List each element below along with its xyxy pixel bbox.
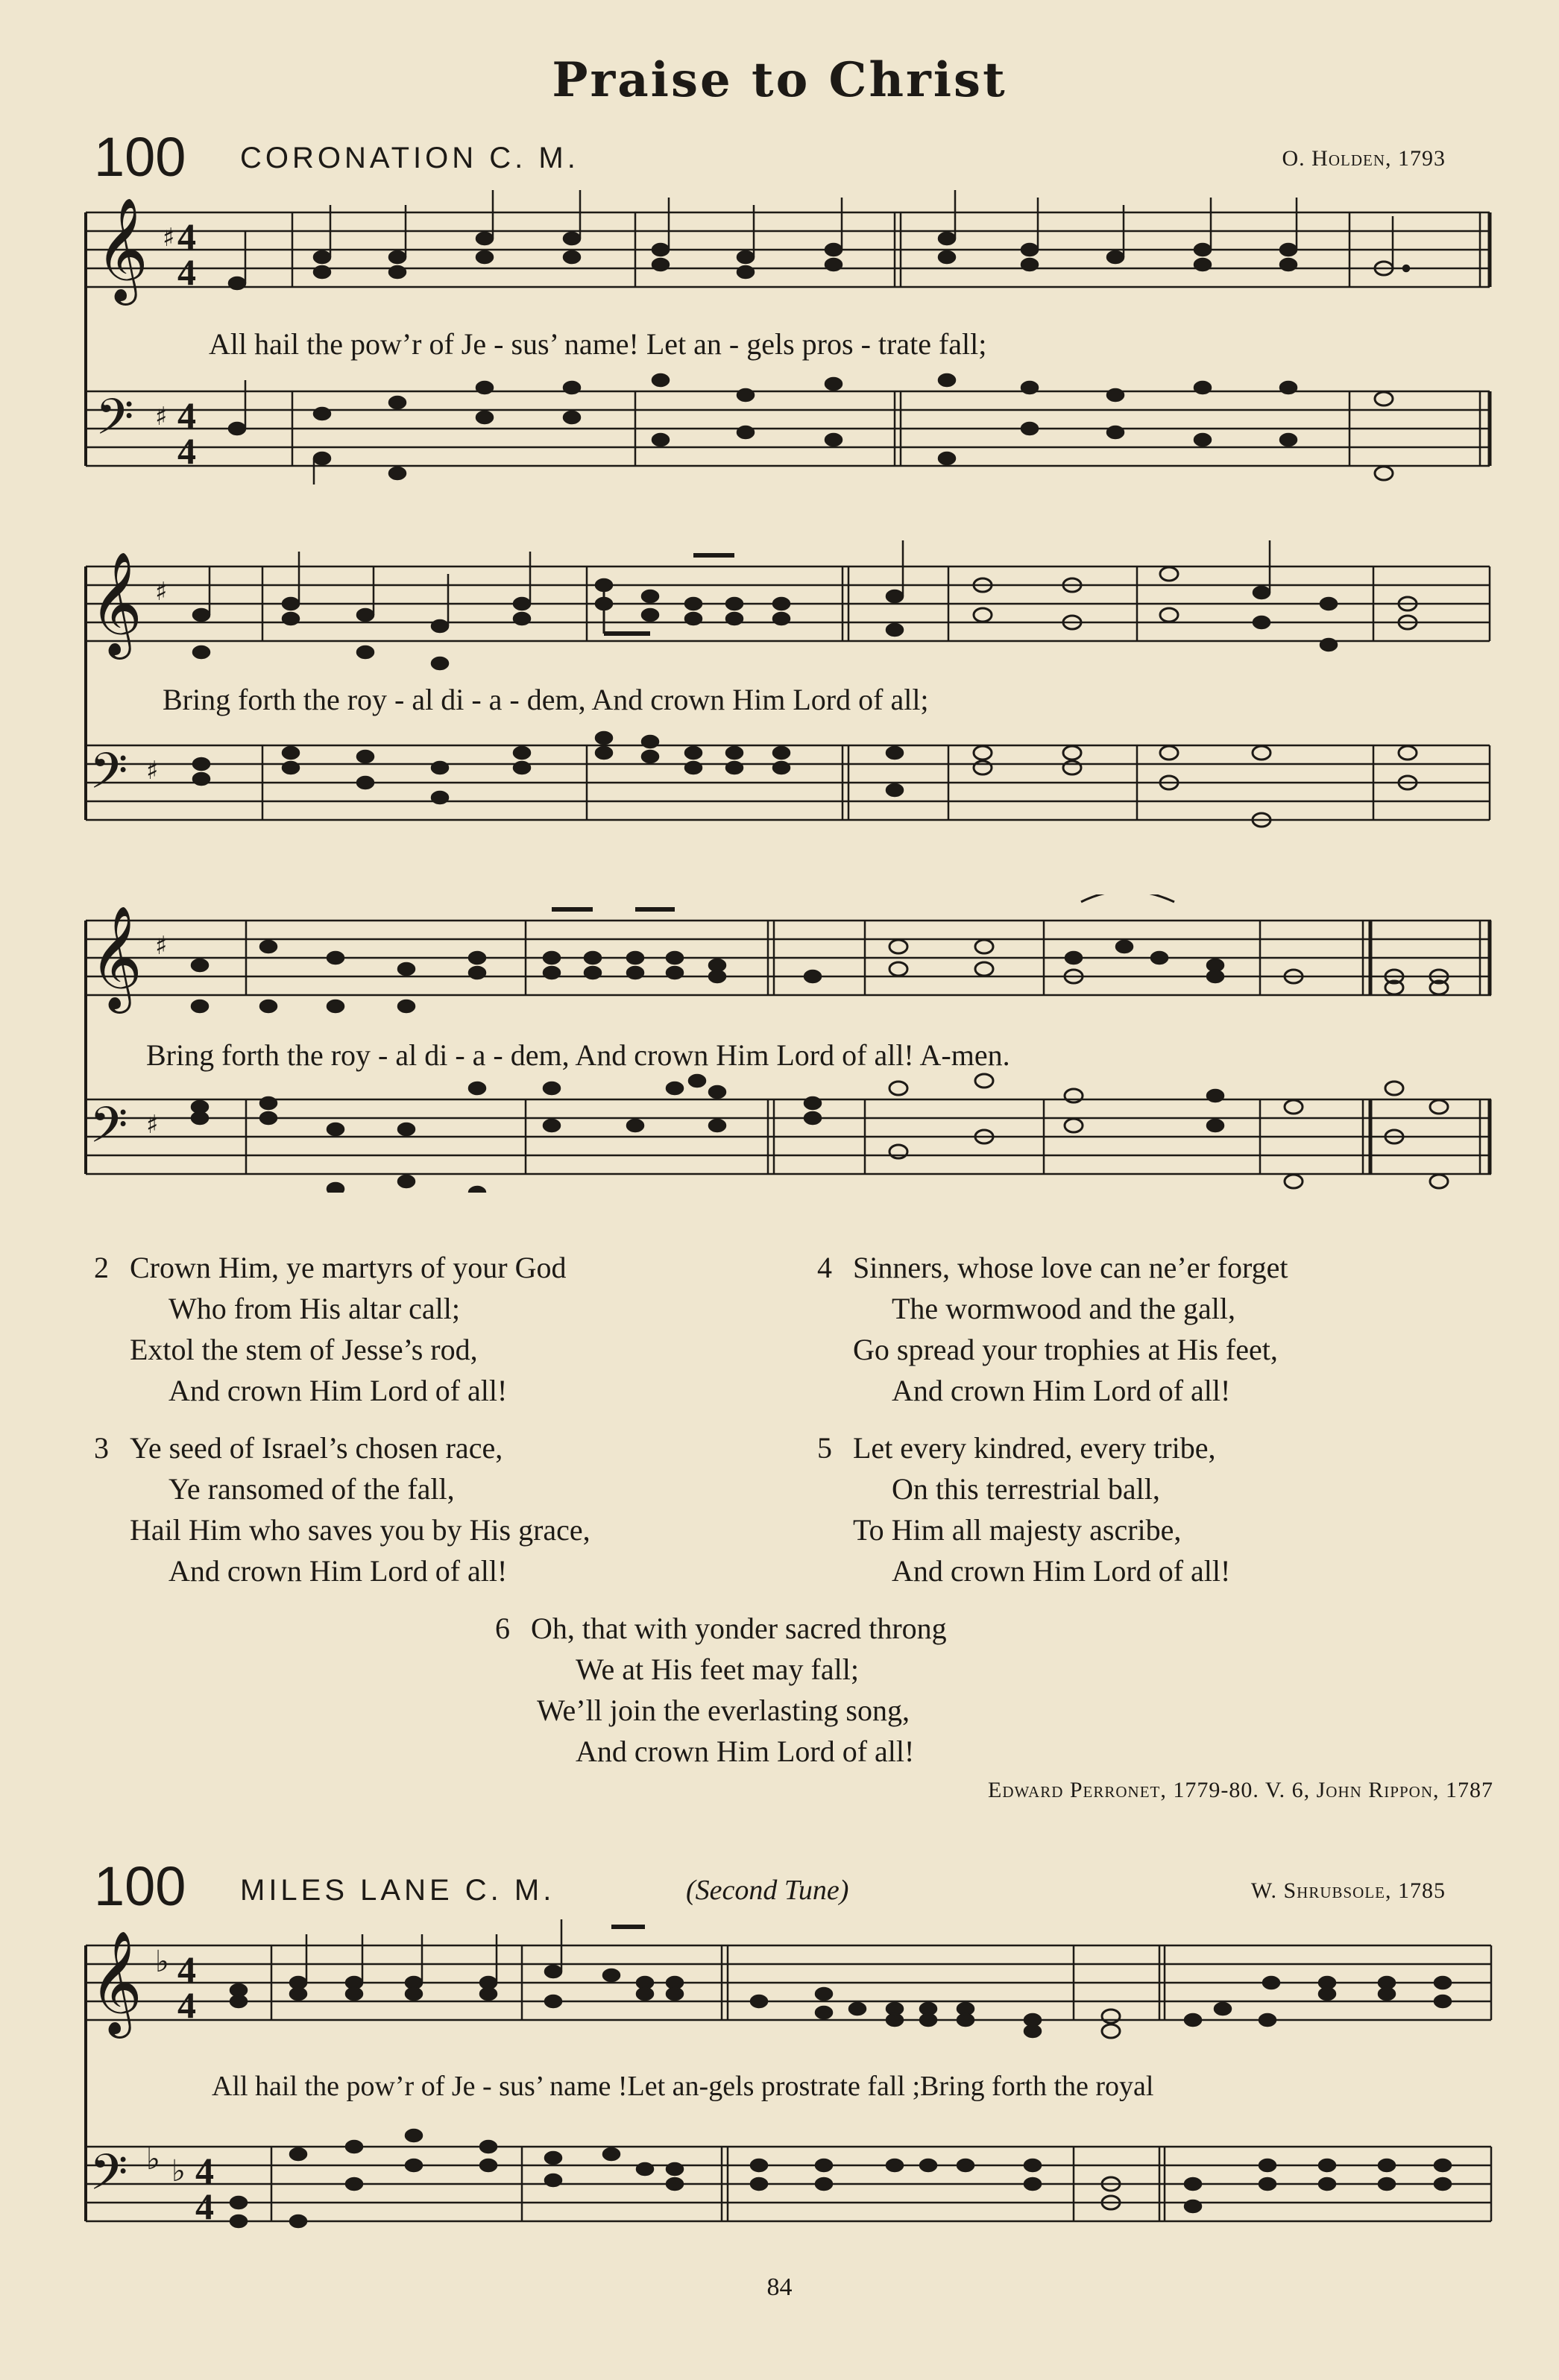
- tune-name: MILES LANE C. M.: [240, 1874, 555, 1907]
- hymn-number: 100: [94, 126, 186, 188]
- composer-credit: W. Shrubsole, 1785: [1250, 1878, 1446, 1903]
- svg-text:𝄢: 𝄢: [89, 1096, 128, 1166]
- svg-text:♯: ♯: [155, 931, 168, 961]
- stanza-5: [817, 1427, 1230, 1591]
- lyrics-line: All hail the pow’r of Je - sus’ name !Let an-gels prostrate fall ;Bring forth the royal: [212, 2071, 1154, 2102]
- hymn-number: 100: [94, 1855, 186, 1917]
- stanza-line: And crown Him Lord of all!: [576, 1735, 915, 1768]
- svg-text:4: 4: [195, 2185, 214, 2227]
- svg-text:𝄞: 𝄞: [89, 1931, 142, 2034]
- svg-text:4: 4: [177, 1984, 196, 2026]
- stanza-6: [495, 1608, 947, 1772]
- lyrics-line: All hail the pow’r of Je - sus’ name! Let an - gels pros - trate fall;: [209, 327, 987, 361]
- stanza-number: 5: [817, 1431, 832, 1465]
- stanza-line: Sinners, whose love can ne’er forget: [853, 1251, 1288, 1284]
- second-tune-label: (Second Tune): [686, 1875, 849, 1906]
- svg-text:4: 4: [177, 1948, 196, 1990]
- stanza-line: Ye ransomed of the fall,: [169, 1472, 455, 1506]
- svg-text:𝄢: 𝄢: [89, 742, 128, 812]
- svg-text:♭: ♭: [155, 1945, 169, 1979]
- lyrics-line: Bring forth the roy - al di - a - dem, And crown Him Lord of all! A-men.: [146, 1038, 1010, 1072]
- stanza-number: 3: [94, 1431, 109, 1465]
- stanza-line: Ye seed of Israel’s chosen race,: [130, 1431, 503, 1465]
- stanza-2: [94, 1247, 566, 1411]
- stanza-number: 4: [817, 1251, 832, 1284]
- svg-text:♭: ♭: [146, 2142, 160, 2177]
- stanza-line: Go spread your trophies at His feet,: [853, 1333, 1278, 1366]
- stanza-line: On this terrestrial ball,: [892, 1472, 1160, 1506]
- svg-text:𝄞: 𝄞: [95, 198, 148, 301]
- svg-text:♯: ♯: [163, 223, 175, 253]
- stanza-line: To Him all majesty ascribe,: [853, 1513, 1182, 1547]
- stanza-line: We’ll join the everlasting song,: [537, 1694, 910, 1727]
- stanza-line: And crown Him Lord of all!: [169, 1374, 508, 1407]
- page-number: 84: [766, 2273, 793, 2301]
- section-title: Praise to Christ: [552, 52, 1007, 108]
- stanza-3: [94, 1427, 590, 1591]
- svg-text:4: 4: [177, 430, 196, 472]
- tune-name: CORONATION C. M.: [240, 142, 579, 174]
- stanza-number: 6: [495, 1612, 510, 1645]
- stanza-line: Hail Him who saves you by His grace,: [130, 1513, 590, 1547]
- svg-text:𝄞: 𝄞: [89, 906, 142, 1009]
- svg-text:♯: ♯: [146, 1110, 159, 1140]
- stanza-line: The wormwood and the gall,: [892, 1292, 1235, 1325]
- svg-text:𝄢: 𝄢: [89, 2144, 128, 2213]
- svg-text:♯: ♯: [155, 577, 168, 607]
- svg-text:𝄢: 𝄢: [95, 388, 134, 458]
- stanza-line: Crown Him, ye martyrs of your God: [130, 1251, 567, 1284]
- svg-text:4: 4: [177, 251, 196, 293]
- svg-text:♯: ♯: [155, 402, 168, 432]
- stanza-line: And crown Him Lord of all!: [169, 1554, 508, 1588]
- stanza-line: And crown Him Lord of all!: [892, 1374, 1231, 1407]
- stanza-line: Let every kindred, every tribe,: [853, 1431, 1216, 1465]
- stanza-line: Oh, that with yonder sacred throng: [531, 1612, 947, 1645]
- stanza-4: [817, 1247, 1288, 1411]
- svg-text:𝄞: 𝄞: [89, 552, 142, 655]
- svg-text:4: 4: [177, 394, 196, 436]
- stanza-line: We at His feet may fall;: [576, 1653, 859, 1686]
- svg-text:♯: ♯: [146, 756, 159, 786]
- composer-credit: O. Holden, 1793: [1282, 146, 1446, 171]
- stanza-line: And crown Him Lord of all!: [892, 1554, 1231, 1588]
- svg-text:♭: ♭: [171, 2154, 186, 2188]
- stanza-number: 2: [94, 1251, 109, 1284]
- svg-text:4: 4: [195, 2150, 214, 2191]
- text-attribution: Edward Perronet, 1779-80. V. 6, John Rippon, 1787: [988, 1778, 1493, 1802]
- stanza-line: Who from His altar call;: [169, 1292, 460, 1325]
- svg-text:4: 4: [177, 215, 196, 257]
- lyrics-line: Bring forth the roy - al di - a - dem, And crown Him Lord of all;: [163, 683, 929, 716]
- stanza-line: Extol the stem of Jesse’s rod,: [130, 1333, 478, 1366]
